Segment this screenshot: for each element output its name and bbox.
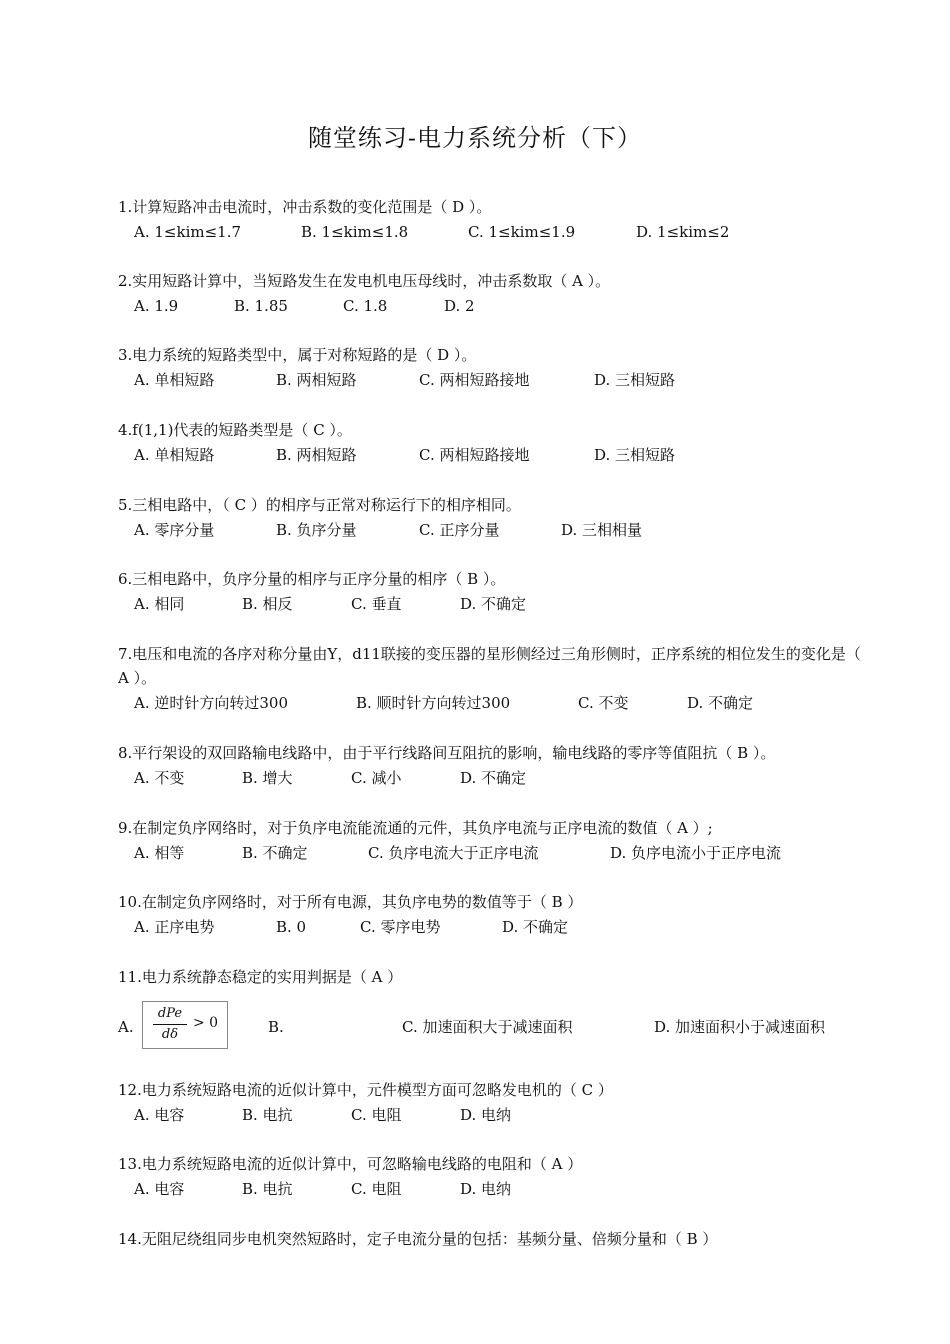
question-stem: 2.实用短路计算中，当短路发生在发电机电压母线时，冲击系数取（ A ）。 xyxy=(118,272,611,290)
question-stem: 11.电力系统静态稳定的实用判据是（ A ） xyxy=(118,968,403,986)
question-stem: 14.无阻尼绕组同步电机突然短路时，定子电流分量的包括：基频分量、倍频分量和（ B ） xyxy=(118,1230,718,1248)
question-13 xyxy=(118,1152,878,1201)
question-9 xyxy=(118,816,878,865)
option-d: D. 负序电流小于正序电流 xyxy=(610,844,782,862)
question-stem: 10.在制定负序网络时，对于所有电源，其负序电势的数值等于（ B ） xyxy=(118,893,583,911)
option-a: A. 正序电势 xyxy=(134,918,215,936)
fraction-numerator: dPe xyxy=(157,1006,183,1021)
option-c: C. 电阻 xyxy=(351,1106,402,1124)
question-stem: 6.三相电路中，负序分量的相序与正序分量的相序（ B ）。 xyxy=(118,570,506,588)
option-c: C. 正序分量 xyxy=(419,521,500,539)
option-b: B. 不确定 xyxy=(242,844,308,862)
question-12 xyxy=(118,1078,878,1127)
option-a: A. 相等 xyxy=(134,844,185,862)
option-d: D. 加速面积小于减速面积 xyxy=(654,1018,826,1036)
option-a: A. 单相短路 xyxy=(134,371,215,389)
page-title: 随堂练习-电力系统分析（下） xyxy=(307,124,643,152)
option-b: B. 1≤kim≤1.8 xyxy=(301,223,409,241)
option-d: D. 电纳 xyxy=(460,1180,512,1198)
option-row xyxy=(118,1006,878,1042)
option-a: A. 1.9 xyxy=(134,297,179,315)
question-stem: 3.电力系统的短路类型中，属于对称短路的是（ D ）。 xyxy=(118,346,477,364)
option-a: A. 相同 xyxy=(134,595,185,613)
fraction-denominator: dδ xyxy=(161,1027,179,1042)
option-d: D. 三相相量 xyxy=(561,521,643,539)
option-c: C. 垂直 xyxy=(351,595,402,613)
option-row xyxy=(118,915,878,939)
option-a: A. 逆时针方向转过300 xyxy=(134,694,288,712)
question-6 xyxy=(118,567,878,616)
question-1 xyxy=(118,195,878,244)
question-stem: 13.电力系统短路电流的近似计算中，可忽略输电线路的电阻和（ A ） xyxy=(118,1155,583,1173)
question-stem: 7.电压和电流的各序对称分量由Y，d11联接的变压器的星形侧经过三角形侧时，正序系统的相位发生的变化是（ A ）。 xyxy=(118,645,861,687)
question-stem: 9.在制定负序网络时，对于负序电流能流通的元件，其负序电流与正序电流的数值（ A ）; xyxy=(118,819,713,837)
option-a: A. 1≤kim≤1.7 xyxy=(134,223,242,241)
option-row xyxy=(118,841,878,865)
option-a: A. 零序分量 xyxy=(134,521,215,539)
option-d: D. 2 xyxy=(444,297,475,315)
option-b: B. 增大 xyxy=(242,769,293,787)
question-5 xyxy=(118,493,878,542)
formula-relation: > 0 xyxy=(193,1015,219,1031)
option-d: D. 电纳 xyxy=(460,1106,512,1124)
option-d: D. 1≤kim≤2 xyxy=(636,223,730,241)
option-a: A. 电容 xyxy=(134,1106,185,1124)
question-10 xyxy=(118,890,878,939)
question-stem: 1.计算短路冲击电流时，冲击系数的变化范围是（ D ）。 xyxy=(118,198,492,216)
question-stem: 12.电力系统短路电流的近似计算中，元件模型方面可忽略发电机的（ C ） xyxy=(118,1081,613,1099)
derivative-fraction xyxy=(153,1005,187,1044)
option-b: B. 顺时针方向转过300 xyxy=(356,694,511,712)
option-c: C. 不变 xyxy=(578,694,629,712)
stability-criterion-formula xyxy=(142,1001,228,1049)
question-stem: 8.平行架设的双回路输电线路中，由于平行线路间互阻抗的影响，输电线路的零序等值阻抗（ B ）。 xyxy=(118,744,776,762)
option-c: C. 负序电流大于正序电流 xyxy=(368,844,539,862)
question-3 xyxy=(118,343,878,392)
option-row xyxy=(118,592,878,616)
question-8 xyxy=(118,741,878,790)
question-14 xyxy=(118,1227,878,1251)
question-stem: 4.f(1,1)代表的短路类型是（ C ）。 xyxy=(118,421,352,439)
option-a: A. 电容 xyxy=(134,1180,185,1198)
option-a: A. 不变 xyxy=(134,769,185,787)
option-d: D. 不确定 xyxy=(502,918,569,936)
option-row xyxy=(118,1103,878,1127)
option-c: C. 电阻 xyxy=(351,1180,402,1198)
option-row xyxy=(118,1177,878,1201)
option-row xyxy=(118,443,878,467)
option-b: B. 两相短路 xyxy=(276,446,357,464)
option-row xyxy=(118,766,878,790)
option-row xyxy=(118,294,878,318)
option-c: C. 1≤kim≤1.9 xyxy=(468,223,576,241)
option-c: C. 零序电势 xyxy=(360,918,441,936)
question-7 xyxy=(118,642,866,715)
option-row xyxy=(118,691,866,715)
question-stem: 5.三相电路中，（ C ）的相序与正常对称运行下的相序相同。 xyxy=(118,496,521,514)
option-c: C. 加速面积大于减速面积 xyxy=(402,1018,573,1036)
option-b: B. 两相短路 xyxy=(276,371,357,389)
option-a: A. xyxy=(118,1018,134,1036)
option-c: C. 两相短路接地 xyxy=(419,446,530,464)
option-d: D. 不确定 xyxy=(687,694,754,712)
fraction-bar xyxy=(153,1024,187,1025)
option-d: D. 不确定 xyxy=(460,595,527,613)
question-4 xyxy=(118,418,878,467)
option-b: B. 1.85 xyxy=(234,297,288,315)
option-b: B. 0 xyxy=(276,918,307,936)
option-row xyxy=(118,368,878,392)
option-a: A. 单相短路 xyxy=(134,446,215,464)
option-b: B. 相反 xyxy=(242,595,293,613)
option-row xyxy=(118,518,878,542)
option-c: C. 1.8 xyxy=(343,297,388,315)
option-b: B. 电抗 xyxy=(242,1106,293,1124)
option-d: D. 三相短路 xyxy=(594,446,676,464)
option-b: B. 负序分量 xyxy=(276,521,357,539)
option-c: C. 两相短路接地 xyxy=(419,371,530,389)
question-11 xyxy=(118,965,878,1042)
option-d: D. 不确定 xyxy=(460,769,527,787)
question-2 xyxy=(118,269,878,318)
option-row xyxy=(118,220,878,244)
option-b: B. xyxy=(268,1018,284,1036)
option-d: D. 三相短路 xyxy=(594,371,676,389)
option-b: B. 电抗 xyxy=(242,1180,293,1198)
option-c: C. 减小 xyxy=(351,769,402,787)
